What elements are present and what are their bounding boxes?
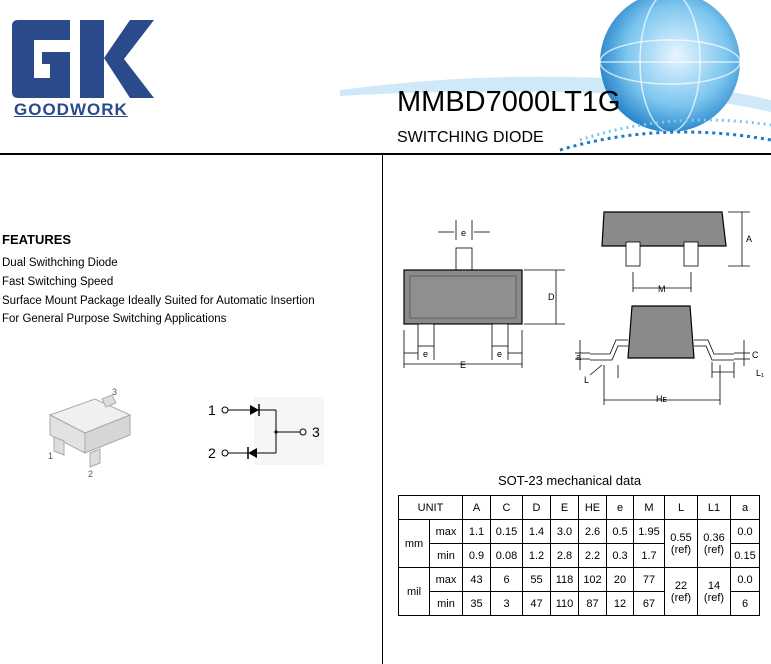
gk-logo [8,18,158,100]
table-cell: 102 [579,568,607,592]
dim-C: C [752,350,759,360]
table-cell: 1.7 [634,544,665,568]
header-cell: a [731,496,760,520]
table-cell: 87 [579,592,607,616]
table-cell: 2.6 [579,520,607,544]
table-cell: 3 [491,592,523,616]
table-header-row [399,496,760,520]
pin2-label: 2 [88,469,94,479]
table-cell: 0.5 [607,520,634,544]
header-cell: HE [579,496,607,520]
kind-cell: max [430,568,463,592]
kind-cell: min [430,592,463,616]
dim-a: a [576,352,582,362]
unit-cell: mm [399,520,430,568]
table-row [399,568,760,592]
table-row [399,520,760,544]
table-cell: 0.08 [491,544,523,568]
table-cell: 110 [551,592,579,616]
table-cell: 118 [551,568,579,592]
unit-cell: mil [399,568,430,616]
header-cell: E [551,496,579,520]
header-cell: A [463,496,491,520]
mechanical-drawing [390,200,771,415]
table-cell: 6 [491,568,523,592]
table-cell: 6 [731,592,760,616]
circuit-pin3: 3 [312,424,320,440]
column-divider [382,155,383,664]
table-cell: 43 [463,568,491,592]
table-cell: 0.15 [731,544,760,568]
table-cell: 47 [523,592,551,616]
table-cell: 1.2 [523,544,551,568]
header-cell: UNIT [399,496,463,520]
sot23-package-illustration [40,385,140,480]
pin1-label: 1 [48,451,54,461]
table-cell: 12 [607,592,634,616]
table-cell: 1.1 [463,520,491,544]
dim-E: E [460,360,467,370]
table-cell: 1.95 [634,520,665,544]
table-cell: 0.3 [607,544,634,568]
table-cell: 35 [463,592,491,616]
dim-e-right: e [497,349,503,359]
dim-e-left: e [423,349,429,359]
feature-item: For General Purpose Switching Applications [2,313,227,325]
table-title: SOT-23 mechanical data [498,473,642,488]
header-cell: L [665,496,698,520]
dim-D: D [548,292,555,302]
kind-cell: min [430,544,463,568]
table-cell: 0.36 (ref) [698,520,731,568]
table-cell: 0.0 [731,568,760,592]
dim-M: M [658,284,666,294]
dim-L: L [584,375,590,385]
kind-cell: max [430,520,463,544]
mechanical-data-table [398,495,760,616]
dim-L1: L₁ [756,368,765,378]
table-cell: 22 (ref) [665,568,698,616]
table-cell: 0.0 [731,520,760,544]
feature-item: Fast Switching Speed [2,276,114,288]
feature-item: Dual Swithching Diode [2,257,118,269]
header-cell: D [523,496,551,520]
brand-name: GOODWORK [14,100,128,119]
table-cell: 20 [607,568,634,592]
table-cell: 14 (ref) [698,568,731,616]
table-cell: 2.2 [579,544,607,568]
circuit-pin1: 1 [208,402,216,418]
table-cell: 0.9 [463,544,491,568]
table-cell: 0.55 (ref) [665,520,698,568]
header-divider [0,153,771,155]
table-cell: 1.4 [523,520,551,544]
header-cell: C [491,496,523,520]
part-description: SWITCHING DIODE [397,129,544,146]
circuit-pin2: 2 [208,445,216,461]
part-number: MMBD7000LT1G [397,86,621,118]
table-cell: 55 [523,568,551,592]
dim-e-top: e [461,228,467,238]
header-cell: M [634,496,665,520]
table-cell: 67 [634,592,665,616]
pin3-label: 3 [112,387,118,397]
table-cell: 77 [634,568,665,592]
table-cell: 3.0 [551,520,579,544]
header-cell: L1 [698,496,731,520]
dim-A: A [746,234,753,244]
dim-HE: Hᴇ [656,394,667,404]
feature-item: Surface Mount Package Ideally Suited for Automatic Insertion [2,295,315,307]
features-title: FEATURES [2,232,72,247]
header-cell: e [607,496,634,520]
dual-diode-circuit [200,395,330,470]
table-cell: 0.15 [491,520,523,544]
table-cell: 2.8 [551,544,579,568]
